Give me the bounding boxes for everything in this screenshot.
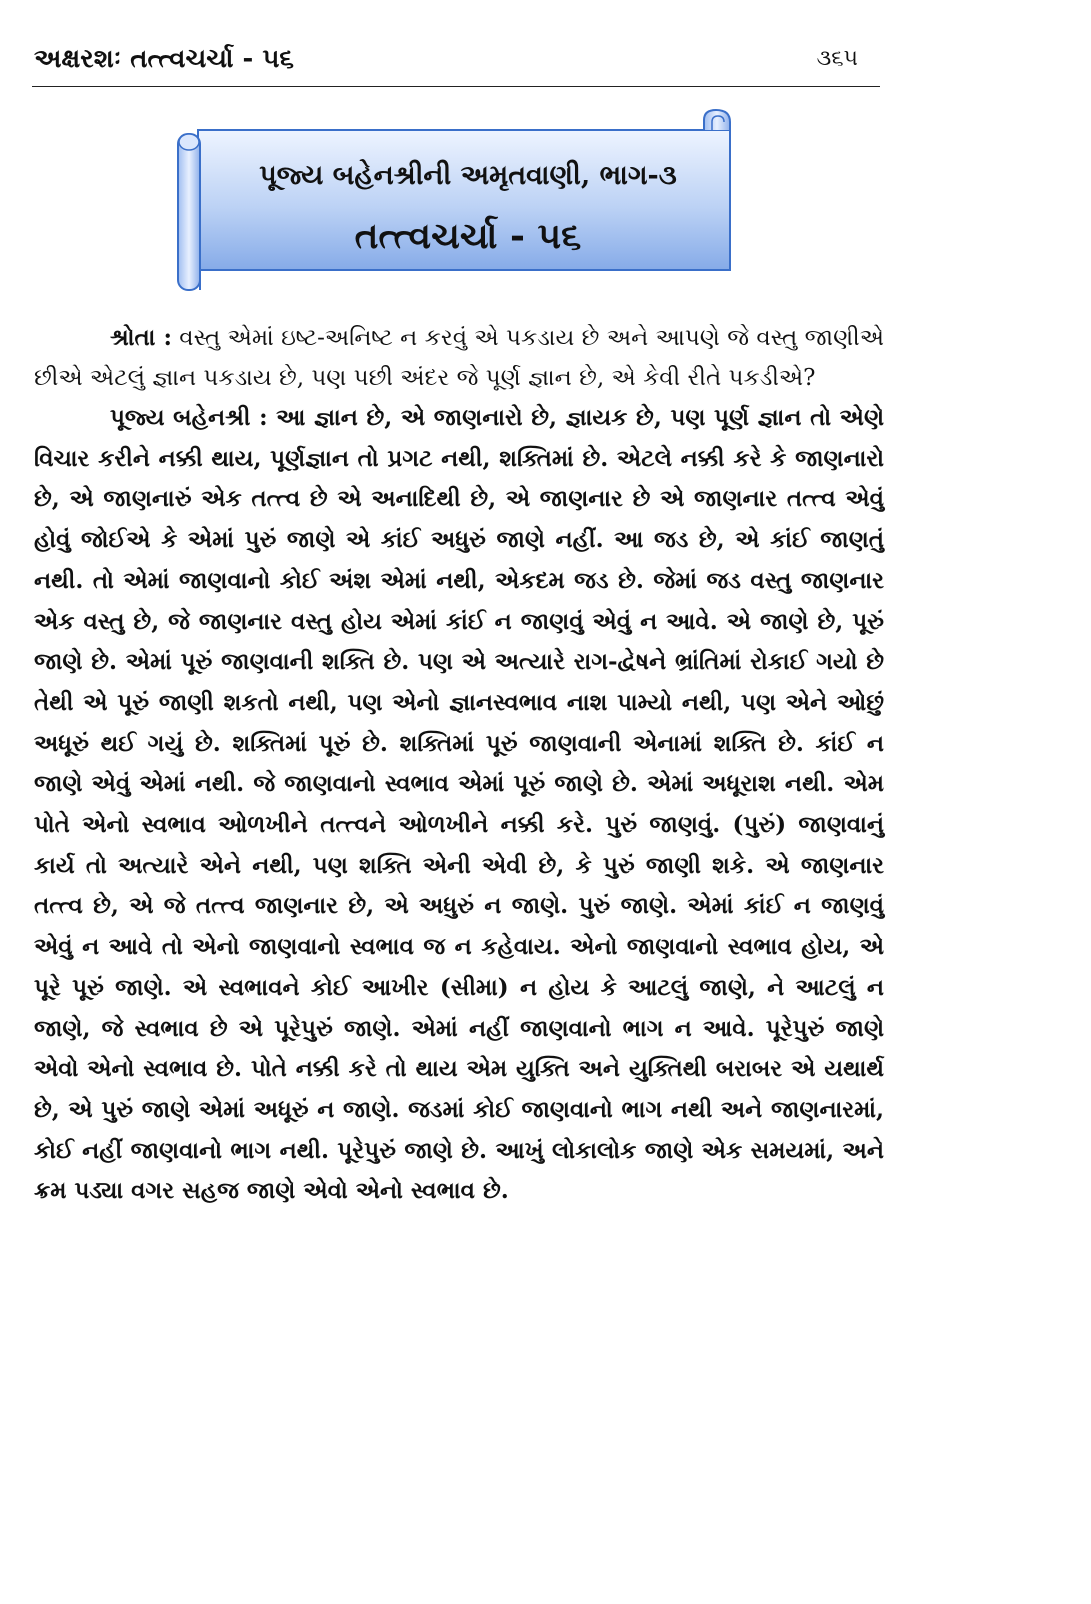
question-speaker: શ્રોતા :: [110, 324, 172, 351]
page-number: ૩૬૫: [816, 46, 858, 71]
running-header: [32, 40, 880, 87]
answer-paragraph: [34, 398, 884, 1212]
answer-speaker: પૂજ્ય બહેનશ્રી :: [110, 404, 268, 431]
scroll-banner-shape: [176, 108, 736, 298]
body-text: [34, 318, 884, 1212]
header-title: અક્ષરશઃ તત્ત્વચર્ચા - ૫૬: [34, 44, 294, 74]
banner-subtitle: પૂજ્ય બહેનશ્રીની અમૃતવાણી, ભાગ-૩: [259, 160, 677, 191]
scroll-banner: [176, 108, 736, 298]
banner-title: તત્ત્વચર્ચા - ૫૬: [354, 215, 582, 257]
answer-text: આ જ્ઞાન છે, એ જાણનારો છે, જ્ઞાયક છે, પણ પૂર્ણ જ્ઞાન તો એણે વિચાર કરીને નક્કી થાય, પૂર્ણજ્ઞાન તો પ્રગટ નથી, શક્તિમાં છે. એટલે નક્કી કરે કે જાણનારો છે, એ જાણનારું એક તત્ત્વ છે એ અનાદિથી છે, એ જાણનાર છે એ જાણનાર તત્ત્વ એવું હોવું જોઈએ કે એમાં પુરું જાણે એ કાંઈ અધુરું જાણે નહીં. આ જડ છે, એ કાંઈ જાણતું નથી. તો એમાં જાણવાનો કોઈ અંશ એમાં નથી, એકદમ જડ છે. જેમાં જડ વસ્તુ જાણનાર એક વસ્તુ છે, જે જાણનાર વસ્તુ હોય એમાં કાંઈ ન જાણવું એવું ન આવે. એ જાણે છે, પૂરું જાણે છે. એમાં પૂરું જાણવાની શક્તિ છે. પણ એ અત્યારે રાગ-દ્વેષને ભ્રાંતિમાં રોકાઈ ગયો છે તેથી એ પૂરું જાણી શકતો નથી, પણ એનો જ્ઞાનસ્વભાવ નાશ પામ્યો નથી, પણ એને ઓછું અધૂરું થઈ ગયું છે. શક્તિમાં પૂરું છે. શક્તિમાં પૂરું જાણવાની એનામાં શક્તિ છે. કાંઈ ન જાણે એવું એમાં નથી. જે જાણવાનો સ્વભાવ એમાં પૂરું જાણે છે. એમાં અધૂરાશ નથી. એમ પોતે એનો સ્વભાવ ઓળખીને તત્ત્વને ઓળખીને નક્કી કરે. પુરું જાણવું. (પુરું) જાણવાનું કાર્ય તો અત્યારે એને નથી, પણ શક્તિ એની એવી છે, કે પુરું જાણી શકે. એ જાણનાર તત્ત્વ છે, એ જે તત્ત્વ જાણનાર છે, એ અધુરું ન જાણે. પુરું જાણે. એમાં કાંઈ ન જાણવું એવું ન આવે તો એનો જાણવાનો સ્વભાવ જ ન કહેવાય. એનો જાણવાનો સ્વભાવ હોય, એ પૂરે પૂરું જાણે. એ સ્વભાવને કોઈ આખીર (સીમા) ન હોય કે આટલું જાણે, ને આટલું ન જાણે, જે સ્વભાવ છે એ પૂરેપુરું જાણે. એમાં નહીં જાણવાનો ભાગ ન આવે. પૂરેપુરું જાણે એવો એનો સ્વભાવ છે. પોતે નક્કી કરે તો થાય એમ યુક્તિ અને યુક્તિથી બરાબર એ યથાર્થ છે, એ પુરું જાણે એમાં અધૂરું ન જાણે. જડમાં કોઈ જાણવાનો ભાગ નથી અને જાણનારમાં, કોઈ નહીં જાણવાનો ભાગ નથી. પૂરેપુરું જાણે છે. આખું લોકાલોક જાણે એક સમયમાં, અને ક્રમ પડ્યા વગર સહજ જાણે એવો એનો સ્વભાવ છે.: [34, 404, 884, 1205]
question-text: વસ્તુ એમાં ઇષ્ટ-અનિષ્ટ ન કરવું એ પકડાય છે અને આપણે જે વસ્તુ જાણીએ છીએ એટલું જ્ઞાન પકડાય છે, પણ પછી અંદર જે પૂર્ણ જ્ઞાન છે, એ કેવી રીતે પકડીએ?: [34, 325, 884, 391]
question-paragraph: [34, 318, 884, 398]
